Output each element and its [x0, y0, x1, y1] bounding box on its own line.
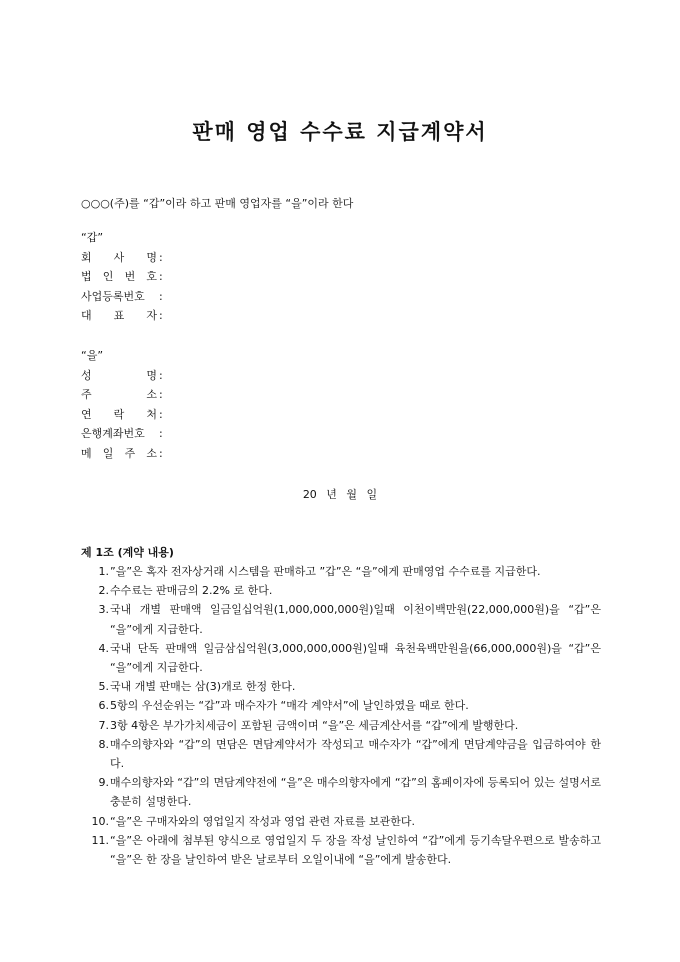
list-item [81, 562, 601, 581]
party-b-field-row [81, 405, 163, 425]
item-text: 국내 개별 판매액 일금일십억원(1,000,000,000원)일때 이천이백만원(22,000,000원)을 “갑”은 “을”에게 지급한다. [110, 603, 601, 636]
item-text: 국내 개별 판매는 삼(3)개로 한정 한다. [110, 680, 296, 694]
list-item [81, 677, 601, 696]
field-label: 법 인 번 호 [81, 270, 157, 283]
party-a-field-row [81, 267, 163, 287]
item-text: 5항의 우선순위는 “갑”과 매수자가 “매각 계약서”에 날인하였을 때로 한다. [110, 699, 469, 713]
article-items [81, 562, 601, 869]
item-number: 11. [91, 833, 109, 847]
list-item [81, 773, 601, 811]
party-b-field-row [81, 424, 163, 444]
party-b-field-row [81, 366, 163, 386]
party-a-section [81, 228, 163, 326]
item-text: 매수의향자와 “갑”의 면담계약전에 “을”은 매수의향자에게 “갑”의 홈페이자에 등록되어 있는 설명서로 충분히 설명한다. [110, 776, 601, 809]
item-text: “을”은 아래에 첨부된 양식으로 영업일지 두 장을 작성 날인하여 “갑”에게 등기속달우편으로 발송하고 “을”은 한 장을 날인하여 받은 날로부터 오일이내에 “을”에게 발송한다. [110, 833, 601, 867]
field-colon: : [159, 407, 163, 421]
field-colon: : [159, 446, 163, 460]
field-label: 성 명 [81, 368, 157, 382]
list-item [81, 831, 601, 869]
item-number: 9. [98, 776, 109, 790]
list-item [81, 735, 601, 773]
party-a-header: “갑” [81, 231, 104, 244]
party-b-field-row [81, 444, 163, 464]
item-number: 1. [98, 565, 109, 578]
field-colon: : [159, 250, 163, 264]
contract-date: 20 년 월 일 [302, 488, 378, 501]
field-colon: : [159, 289, 163, 303]
party-b-section [81, 346, 163, 463]
list-item [81, 581, 601, 600]
field-colon: : [159, 270, 163, 283]
item-number: 5. [98, 680, 109, 694]
party-a-field-row [81, 287, 163, 307]
item-number: 3. [98, 603, 109, 617]
item-number: 8. [98, 737, 109, 751]
list-item [81, 716, 601, 735]
item-number: 4. [98, 641, 109, 655]
list-item [81, 812, 601, 831]
field-label: 은행계좌번호 [81, 427, 145, 440]
item-number: 6. [98, 699, 109, 713]
intro-text: ○○○(주)를 “갑”이라 하고 판매 영업자를 “을”이라 한다 [81, 197, 354, 210]
field-label: 주 소 [81, 388, 157, 401]
field-label: 사업등록번호 [81, 289, 145, 303]
field-label: 회 사 명 [81, 250, 157, 264]
item-text: 3항 4항은 부가가치세금이 포함된 금액이며 “을”은 세금계산서를 “갑”에게 발행한다. [110, 718, 519, 732]
party-a-field-row [81, 306, 163, 326]
item-number: 7. [98, 718, 109, 732]
document-title: 판매 영업 수수료 지급계약서 [192, 120, 488, 144]
party-b-header: “을” [81, 349, 104, 362]
item-text: 국내 단독 판매액 일금삼십억원(3,000,000,000원)일때 육천육백만원을(66,000,000원)을 “갑”은 “을”에게 지급한다. [110, 641, 601, 675]
field-label: 연 락 처 [81, 407, 157, 421]
field-colon: : [159, 309, 163, 322]
field-label: 메 일 주 소 [81, 446, 157, 460]
field-label: 대 표 자 [81, 309, 157, 322]
item-text: 매수의향자와 “갑”의 면담은 면담계약서가 작성되고 매수자가 “갑”에게 면담계약금을 입금하여야 한다. [110, 737, 601, 771]
article-1 [81, 544, 601, 869]
list-item [81, 600, 601, 638]
field-colon: : [159, 368, 163, 382]
item-number: 2. [98, 584, 109, 598]
field-colon: : [159, 388, 163, 401]
item-number: 10. [91, 814, 109, 828]
item-text: 수수료는 판매금의 2.2% 로 한다. [110, 584, 273, 598]
item-text: ”을”은 혹자 전자상거래 시스템을 판매하고 ”갑”은 “을”에게 판매영업 수수료를 지급한다. [110, 565, 541, 578]
list-item [81, 639, 601, 677]
article-title: 제 1조 (계약 내용) [81, 546, 174, 559]
list-item [81, 696, 601, 715]
field-colon: : [159, 427, 163, 440]
party-b-field-row [81, 385, 163, 405]
party-a-field-row [81, 248, 163, 268]
item-text: “을”은 구매자와의 영업일지 작성과 영업 관련 자료를 보관한다. [110, 814, 416, 828]
